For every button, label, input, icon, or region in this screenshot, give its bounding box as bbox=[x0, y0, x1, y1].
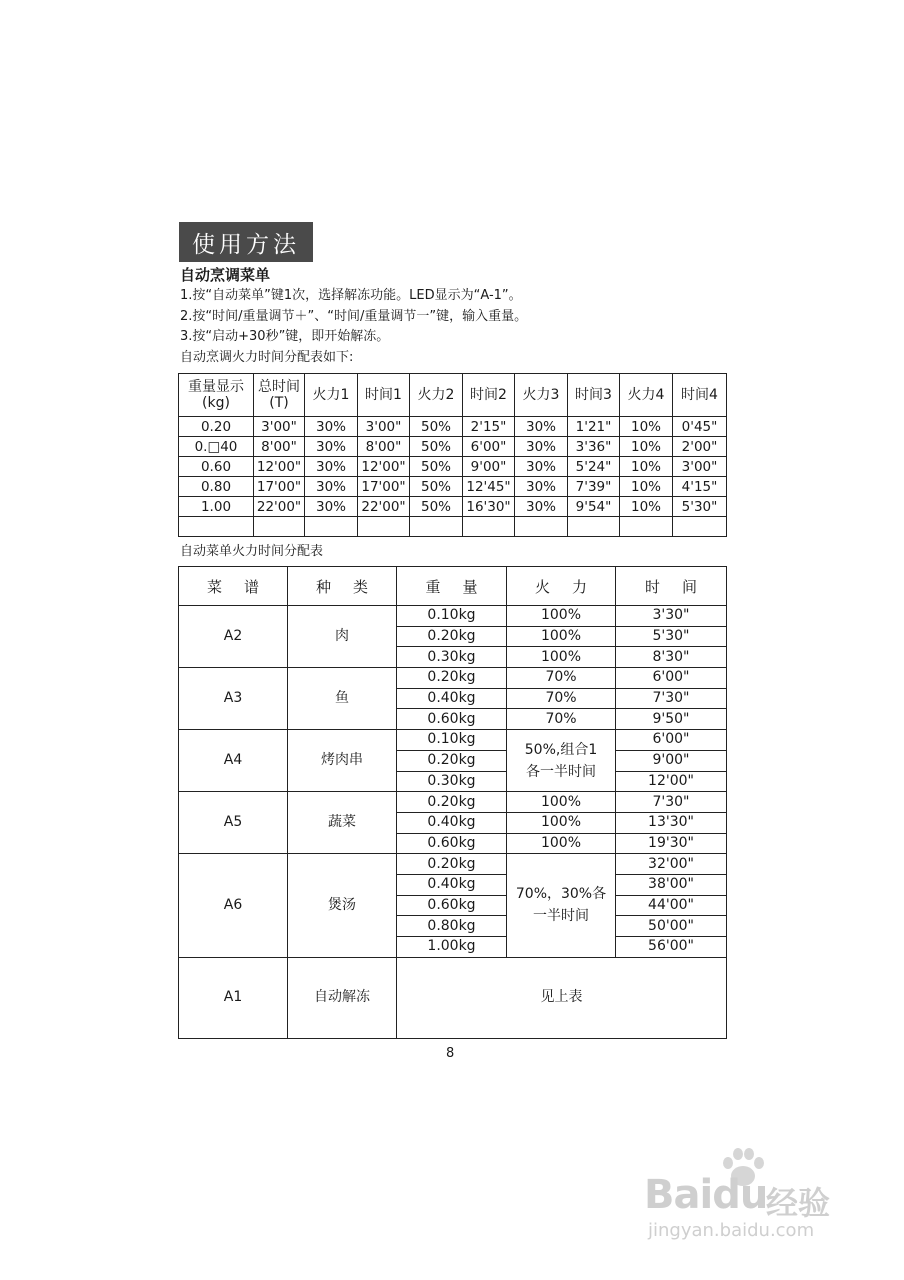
table1-header-row bbox=[179, 374, 727, 417]
table1-cell bbox=[463, 517, 515, 537]
power-cell-merged bbox=[507, 730, 616, 792]
time-cell: 50'00" bbox=[616, 916, 727, 937]
table1-cell: 10% bbox=[620, 417, 673, 437]
instruction-steps bbox=[180, 286, 527, 368]
weight-cell: 0.30kg bbox=[397, 647, 507, 668]
table1-cell: 4'15" bbox=[673, 477, 727, 497]
menu-code-cell: A5 bbox=[179, 792, 288, 854]
menu-code-cell: A1 bbox=[179, 957, 288, 1038]
watermark-url: jingyan.baidu.com bbox=[648, 1220, 815, 1241]
weight-cell: 1.00kg bbox=[397, 937, 507, 958]
table2-header: 菜谱 bbox=[179, 567, 288, 606]
table2-row bbox=[179, 957, 727, 1038]
step-1: 1.按“自动菜单”键1次，选择解冻功能。LED显示为“A-1”。 bbox=[180, 288, 522, 303]
time-cell: 8'30" bbox=[616, 647, 727, 668]
power-time-table bbox=[178, 373, 727, 537]
time-cell: 13'30" bbox=[616, 812, 727, 833]
table1-cell: 9'00" bbox=[463, 457, 515, 477]
table1-cell: 50% bbox=[410, 457, 463, 477]
table1-cell: 12'45" bbox=[463, 477, 515, 497]
weight-cell: 0.40kg bbox=[397, 688, 507, 709]
table1-row bbox=[179, 517, 727, 537]
time-cell: 19'30" bbox=[616, 833, 727, 854]
table1-cell: 10% bbox=[620, 477, 673, 497]
table1-cell: 0.20 bbox=[179, 417, 254, 437]
table1-cell: 50% bbox=[410, 417, 463, 437]
section-header bbox=[179, 222, 313, 262]
table1-cell: 30% bbox=[515, 437, 568, 457]
table1-row bbox=[179, 417, 727, 437]
weight-cell: 0.20kg bbox=[397, 626, 507, 647]
table1-cell: 8'00" bbox=[358, 437, 410, 457]
table1-cell bbox=[673, 517, 727, 537]
table1-cell: 2'15" bbox=[463, 417, 515, 437]
table1-cell: 10% bbox=[620, 437, 673, 457]
table2-row bbox=[179, 668, 727, 689]
table1-cell: 30% bbox=[305, 457, 358, 477]
power-line: 各一半时间 bbox=[526, 763, 596, 780]
weight-cell: 0.10kg bbox=[397, 606, 507, 627]
weight-cell: 0.60kg bbox=[397, 895, 507, 916]
table1-cell bbox=[620, 517, 673, 537]
table1-header: 时间1 bbox=[358, 374, 410, 417]
table2-row bbox=[179, 606, 727, 627]
table1-cell: 22'00" bbox=[254, 497, 305, 517]
power-cell: 100% bbox=[507, 606, 616, 627]
table1-cell: 50% bbox=[410, 437, 463, 457]
table2-header: 重量 bbox=[397, 567, 507, 606]
power-line: 50%,组合1 bbox=[524, 741, 598, 758]
food-type-cell: 鱼 bbox=[288, 668, 397, 730]
power-cell: 100% bbox=[507, 812, 616, 833]
table1-cell: 10% bbox=[620, 457, 673, 477]
section-title: 使用方法 bbox=[192, 231, 300, 258]
table1-cell bbox=[358, 517, 410, 537]
weight-cell: 0.20kg bbox=[397, 750, 507, 771]
power-line: 一半时间 bbox=[533, 908, 589, 925]
table1-row bbox=[179, 477, 727, 497]
table1-header: 火力1 bbox=[305, 374, 358, 417]
table1-cell: 1'21" bbox=[568, 417, 620, 437]
table1-cell bbox=[568, 517, 620, 537]
table1-cell: 30% bbox=[305, 417, 358, 437]
table1-header: 火力3 bbox=[515, 374, 568, 417]
table1-cell: 30% bbox=[305, 477, 358, 497]
table1-cell bbox=[410, 517, 463, 537]
table1-row bbox=[179, 457, 727, 477]
table2-header: 时间 bbox=[616, 567, 727, 606]
step-2: 2.按“时间/重量调节＋”、“时间/重量调节一”键，输入重量。 bbox=[180, 308, 528, 324]
table1-cell: 0.80 bbox=[179, 477, 254, 497]
table1-cell: 1.00 bbox=[179, 497, 254, 517]
table1-row bbox=[179, 437, 727, 457]
food-type-cell: 煲汤 bbox=[288, 854, 397, 957]
table1-header: 时间4 bbox=[673, 374, 727, 417]
table2-row bbox=[179, 730, 727, 751]
menu-code-cell: A4 bbox=[179, 730, 288, 792]
time-cell: 9'00" bbox=[616, 750, 727, 771]
table1-cell: 9'54" bbox=[568, 497, 620, 517]
table1-cell bbox=[179, 517, 254, 537]
power-cell: 70% bbox=[507, 668, 616, 689]
table1-cell: 50% bbox=[410, 497, 463, 517]
time-cell: 44'00" bbox=[616, 895, 727, 916]
time-cell: 6'00" bbox=[616, 730, 727, 751]
baidu-watermark bbox=[628, 1142, 858, 1252]
time-cell: 32'00" bbox=[616, 854, 727, 875]
menu-code-cell: A6 bbox=[179, 854, 288, 957]
table1-cell: 7'39" bbox=[568, 477, 620, 497]
table1-cell: 22'00" bbox=[358, 497, 410, 517]
table1-cell bbox=[515, 517, 568, 537]
time-cell: 6'00" bbox=[616, 668, 727, 689]
table2-header-row bbox=[179, 567, 727, 606]
table2-row bbox=[179, 854, 727, 875]
table1-cell: 17'00" bbox=[254, 477, 305, 497]
food-type-cell: 自动解冻 bbox=[288, 957, 397, 1038]
time-cell: 3'30" bbox=[616, 606, 727, 627]
table1-header: 火力2 bbox=[410, 374, 463, 417]
table1-cell: 12'00" bbox=[254, 457, 305, 477]
weight-cell: 0.20kg bbox=[397, 792, 507, 813]
table1-cell: 16'30" bbox=[463, 497, 515, 517]
time-cell: 9'50" bbox=[616, 709, 727, 730]
weight-cell: 0.30kg bbox=[397, 771, 507, 792]
weight-cell: 0.20kg bbox=[397, 668, 507, 689]
table1-cell bbox=[305, 517, 358, 537]
weight-cell: 0.40kg bbox=[397, 812, 507, 833]
table2-header: 火力 bbox=[507, 567, 616, 606]
table1-cell: 17'00" bbox=[358, 477, 410, 497]
table1-cell: 3'00" bbox=[358, 417, 410, 437]
menu-code-cell: A3 bbox=[179, 668, 288, 730]
table1-header: 时间3 bbox=[568, 374, 620, 417]
weight-cell: 0.80kg bbox=[397, 916, 507, 937]
power-line: 70%，30%各 bbox=[515, 886, 607, 903]
weight-cell: 0.40kg bbox=[397, 874, 507, 895]
weight-cell: 0.10kg bbox=[397, 730, 507, 751]
table1-cell: 3'00" bbox=[254, 417, 305, 437]
table1-cell: 30% bbox=[305, 437, 358, 457]
table1-header: 总时间 (T) bbox=[254, 374, 305, 417]
food-type-cell: 蔬菜 bbox=[288, 792, 397, 854]
table1-row bbox=[179, 497, 727, 517]
table1-cell: 30% bbox=[515, 417, 568, 437]
time-cell: 7'30" bbox=[616, 688, 727, 709]
table1-header: 火力4 bbox=[620, 374, 673, 417]
watermark-brand-cn: 经验 bbox=[766, 1184, 831, 1222]
see-above-cell: 见上表 bbox=[397, 957, 727, 1038]
time-cell: 38'00" bbox=[616, 874, 727, 895]
food-type-cell: 肉 bbox=[288, 606, 397, 668]
table1-cell: 5'30" bbox=[673, 497, 727, 517]
table1-cell: 6'00" bbox=[463, 437, 515, 457]
table1-cell: 5'24" bbox=[568, 457, 620, 477]
subtitle: 自动烹调菜单 bbox=[180, 266, 271, 284]
time-cell: 56'00" bbox=[616, 937, 727, 958]
table1-cell: 0.60 bbox=[179, 457, 254, 477]
table1-cell: 50% bbox=[410, 477, 463, 497]
table1-cell: 2'00" bbox=[673, 437, 727, 457]
power-cell: 100% bbox=[507, 833, 616, 854]
table1-cell: 30% bbox=[515, 457, 568, 477]
power-cell: 100% bbox=[507, 647, 616, 668]
weight-cell: 0.60kg bbox=[397, 709, 507, 730]
table1-cell: 30% bbox=[515, 497, 568, 517]
table1-cell: 0'45" bbox=[673, 417, 727, 437]
power-cell-merged bbox=[507, 854, 616, 957]
table2-header: 种类 bbox=[288, 567, 397, 606]
table1-cell: 3'00" bbox=[673, 457, 727, 477]
power-cell: 70% bbox=[507, 688, 616, 709]
menu-code-cell: A2 bbox=[179, 606, 288, 668]
table2-title: 自动菜单火力时间分配表 bbox=[180, 544, 324, 559]
weight-cell: 0.60kg bbox=[397, 833, 507, 854]
time-cell: 7'30" bbox=[616, 792, 727, 813]
power-cell: 100% bbox=[507, 792, 616, 813]
table1-cell: 10% bbox=[620, 497, 673, 517]
table1-header: 时间2 bbox=[463, 374, 515, 417]
power-cell: 70% bbox=[507, 709, 616, 730]
power-cell: 100% bbox=[507, 626, 616, 647]
table1-cell: 30% bbox=[515, 477, 568, 497]
step-3: 3.按“启动+30秒”键，即开始解冻。 bbox=[180, 329, 390, 344]
watermark-brand: Baidu bbox=[644, 1172, 768, 1218]
table1-cell bbox=[254, 517, 305, 537]
table1-caption: 自动烹调火力时间分配表如下: bbox=[180, 349, 354, 365]
table1-cell: 30% bbox=[305, 497, 358, 517]
auto-menu-table bbox=[178, 566, 727, 1039]
time-cell: 12'00" bbox=[616, 771, 727, 792]
table1-cell: 8'00" bbox=[254, 437, 305, 457]
table1-cell: 0.□40 bbox=[179, 437, 254, 457]
table2-row bbox=[179, 792, 727, 813]
table1-cell: 3'36" bbox=[568, 437, 620, 457]
table1-header: 重量显示 (kg) bbox=[179, 374, 254, 417]
food-type-cell: 烤肉串 bbox=[288, 730, 397, 792]
time-cell: 5'30" bbox=[616, 626, 727, 647]
table1-cell: 12'00" bbox=[358, 457, 410, 477]
page-number: 8 bbox=[446, 1046, 455, 1061]
weight-cell: 0.20kg bbox=[397, 854, 507, 875]
